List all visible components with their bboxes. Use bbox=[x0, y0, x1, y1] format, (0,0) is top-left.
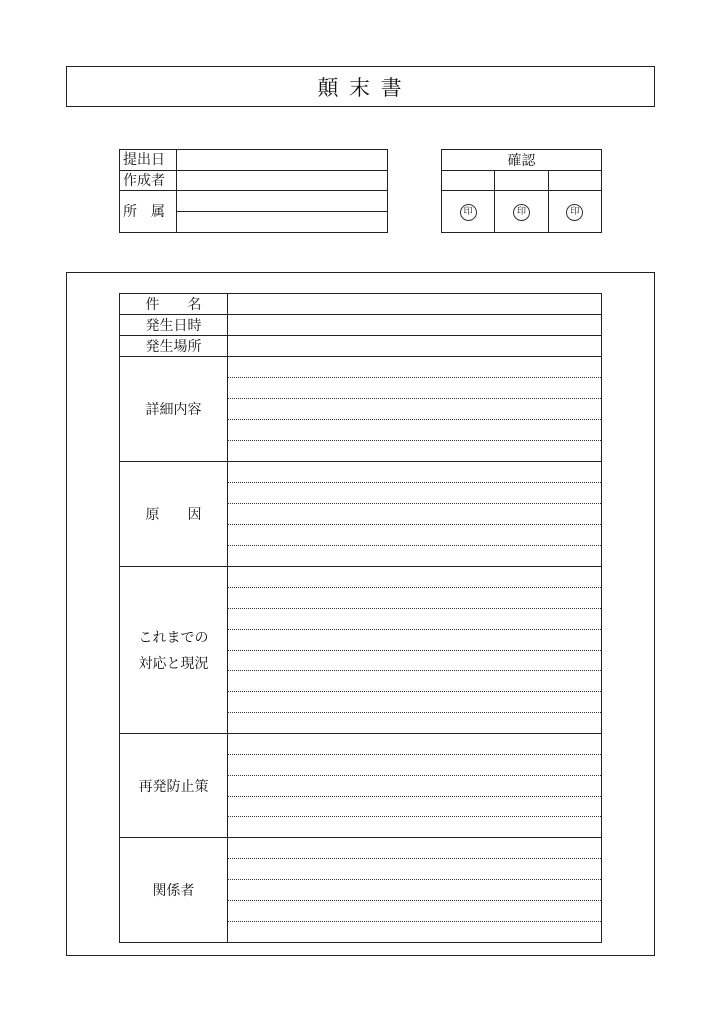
related-persons-field[interactable] bbox=[228, 838, 602, 943]
affiliation-row bbox=[120, 191, 388, 233]
submission-date-field[interactable] bbox=[177, 150, 388, 171]
title-box bbox=[66, 66, 655, 107]
affiliation-field[interactable] bbox=[177, 191, 388, 233]
occurrence-datetime-field[interactable] bbox=[228, 315, 602, 336]
stamp-cell-2[interactable] bbox=[495, 191, 548, 233]
related-persons-label: 関係者 bbox=[120, 838, 228, 943]
ruled-lines bbox=[228, 734, 601, 837]
response-status-label bbox=[120, 567, 228, 734]
stamp-cell-1[interactable] bbox=[442, 191, 495, 233]
submission-date-row bbox=[120, 150, 388, 171]
ruled-lines bbox=[228, 567, 601, 733]
cause-label: 原 因 bbox=[120, 462, 228, 567]
stamp-cell-3[interactable] bbox=[548, 191, 601, 233]
document-title: 顛 末 書 bbox=[317, 75, 404, 100]
report-table bbox=[119, 293, 602, 943]
seal-icon: 印 bbox=[566, 204, 583, 221]
confirmation-header: 確認 bbox=[442, 150, 602, 171]
seal-icon: 印 bbox=[460, 204, 477, 221]
meta-table bbox=[119, 149, 388, 233]
occurrence-place-field[interactable] bbox=[228, 336, 602, 357]
details-label: 詳細内容 bbox=[120, 357, 228, 462]
response-status-label-line2: 対応と現況 bbox=[138, 656, 209, 672]
cause-field[interactable] bbox=[228, 462, 602, 567]
occurrence-datetime-label: 発生日時 bbox=[120, 315, 228, 336]
response-status-label-line1: これまでの bbox=[138, 630, 209, 646]
affiliation-label: 所 属 bbox=[120, 191, 177, 233]
ruled-lines bbox=[228, 838, 601, 942]
author-row bbox=[120, 171, 388, 191]
ruled-lines bbox=[228, 357, 601, 461]
ruled-lines bbox=[228, 462, 601, 566]
seal-icon: 印 bbox=[513, 204, 530, 221]
prevention-field[interactable] bbox=[228, 734, 602, 838]
details-field[interactable] bbox=[228, 357, 602, 462]
approver-name-3[interactable] bbox=[548, 171, 601, 191]
approver-name-1[interactable] bbox=[442, 171, 495, 191]
subject-field[interactable] bbox=[228, 294, 602, 315]
approver-name-2[interactable] bbox=[495, 171, 548, 191]
submission-date-label: 提出日 bbox=[120, 150, 177, 171]
author-field[interactable] bbox=[177, 171, 388, 191]
prevention-label: 再発防止策 bbox=[120, 734, 228, 838]
response-status-field[interactable] bbox=[228, 567, 602, 734]
subject-label: 件 名 bbox=[120, 294, 228, 315]
occurrence-place-label: 発生場所 bbox=[120, 336, 228, 357]
confirmation-table bbox=[441, 149, 602, 233]
author-label: 作成者 bbox=[120, 171, 177, 191]
